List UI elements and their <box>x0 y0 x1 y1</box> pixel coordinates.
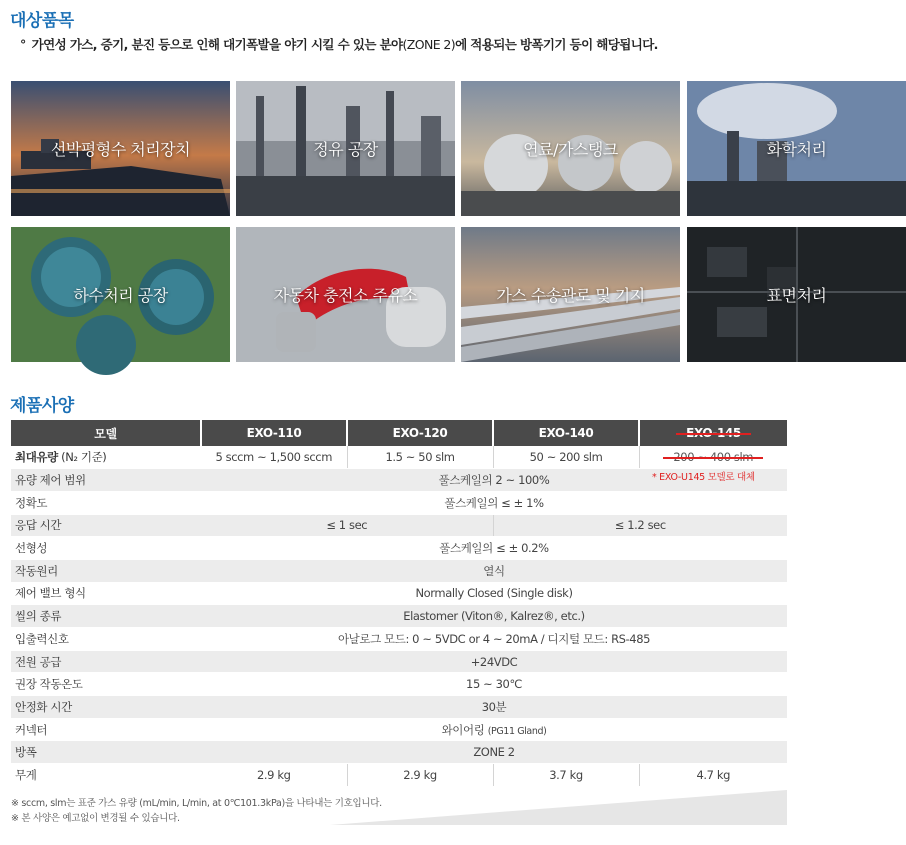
intro-bold: 가연성 가스, 증기, 분진 등으로 인해 대기폭발을 야기 시킬 수 있는 분야 <box>31 37 403 52</box>
row-label: 전원 공급 <box>11 650 201 673</box>
section-title-spec: 제품사양 <box>10 396 74 416</box>
tile-label: 하수처리 공장 <box>73 286 168 305</box>
header-exo-145 <box>639 420 787 446</box>
tile-label: 화학처리 <box>766 140 827 159</box>
footer-note-1: ※ sccm, slm는 표준 가스 유량 (mL/min, L/min, at 0℃101.3kPa)을 나타내는 기호입니다. <box>11 798 382 809</box>
cell-value: 4.7 kg <box>639 764 787 787</box>
header-exo-145-text: EXO-145 <box>686 426 741 440</box>
table-row <box>11 537 787 560</box>
cell-value: 아날로그 모드: 0 ~ 5VDC or 4 ~ 20mA / 디지털 모드: RS-485 <box>201 628 787 651</box>
table-row <box>11 650 787 673</box>
cell-value: Normally Closed (Single disk) <box>201 582 787 605</box>
row-label: 권장 작동온도 <box>11 673 201 696</box>
cell-value: ZONE 2 <box>201 741 787 764</box>
row-label: 작동원리 <box>11 559 201 582</box>
row-label: 무게 <box>11 764 201 787</box>
table-row-weight <box>11 764 787 787</box>
max-flow-exo-145: 200 ~ 400 slm <box>673 450 754 465</box>
cell-value: 1.5 ~ 50 slm <box>347 446 493 469</box>
tile-label: 자동차 충전소 주유소 <box>273 286 418 305</box>
footer-note-2: ※ 본 사양은 예고없이 변경될 수 있습니다. <box>11 813 180 824</box>
row-label: 정확도 <box>11 491 201 514</box>
intro-plain: (ZONE 2) <box>402 37 456 52</box>
header-model: 모델 <box>11 420 201 446</box>
table-row <box>11 605 787 628</box>
application-grid <box>11 81 827 363</box>
row-label: 선형성 <box>11 537 201 560</box>
cell-value: 열식 <box>201 559 787 582</box>
row-label: 입출력신호 <box>11 628 201 651</box>
tile-chemical <box>687 81 906 216</box>
intro-bullet: ° <box>20 37 26 52</box>
header-exo-140: EXO-140 <box>493 420 639 446</box>
max-flow-label: 최대유량 <box>15 450 58 465</box>
row-label: 방폭 <box>11 741 201 764</box>
tile-fuel-station <box>236 227 455 362</box>
tile-surface-treatment <box>687 227 906 362</box>
cell-value: 풀스케일의 ≤ ± 1% <box>201 491 787 514</box>
max-flow-unit: (N₂ 기준) <box>61 450 107 465</box>
table-row <box>11 582 787 605</box>
table-row-connector <box>11 718 787 741</box>
section-title-target-products: 대상품목 <box>10 11 74 31</box>
cell-value: 5 sccm ~ 1,500 sccm <box>201 446 347 469</box>
header-exo-120: EXO-120 <box>347 420 493 446</box>
row-label: 유량 제어 범위 <box>11 469 201 492</box>
tile-pipeline <box>461 227 680 362</box>
tile-label: 선박평형수 처리장치 <box>50 140 191 159</box>
table-row-max-flow <box>11 446 787 469</box>
row-label: 제어 밸브 형식 <box>11 582 201 605</box>
tile-label: 가스 수송관로 및 기지 <box>496 286 645 305</box>
cell-value <box>639 446 787 469</box>
tile-gas-tank <box>461 81 680 216</box>
intro-text <box>20 35 658 53</box>
row-label: 응답 시간 <box>11 514 201 537</box>
row-label: 안정화 시간 <box>11 696 201 719</box>
table-row <box>11 673 787 696</box>
table-row <box>11 696 787 719</box>
tile-ship <box>11 81 230 216</box>
connector-sub: (PG11 Gland) <box>487 725 547 737</box>
header-exo-110: EXO-110 <box>201 420 347 446</box>
cell-value: 3.7 kg <box>493 764 639 787</box>
table-row <box>11 559 787 582</box>
cell-value: 풀스케일의 2 ~ 100% <box>201 469 787 492</box>
row-label: 씰의 종류 <box>11 605 201 628</box>
connector-main: 와이어링 <box>441 722 485 737</box>
row-label <box>11 446 201 469</box>
table-row <box>11 628 787 651</box>
replacement-note: * EXO-U145 모델로 대체 <box>652 472 755 483</box>
tile-label: 연료/가스탱크 <box>523 140 618 159</box>
row-label: 커넥터 <box>11 718 201 741</box>
cell-value: 2.9 kg <box>347 764 493 787</box>
table-header-row <box>11 420 787 446</box>
cell-value: 50 ~ 200 slm <box>493 446 639 469</box>
tile-label: 표면처리 <box>766 286 827 305</box>
cell-value <box>201 718 787 741</box>
cell-value: ≤ 1 sec <box>201 514 493 537</box>
cell-value: +24VDC <box>201 650 787 673</box>
table-row <box>11 491 787 514</box>
tile-sewage <box>11 227 230 362</box>
footer-notes <box>11 796 382 826</box>
cell-value: Elastomer (Viton®, Kalrez®, etc.) <box>201 605 787 628</box>
cell-value: 30분 <box>201 696 787 719</box>
table-row-explosion <box>11 741 787 764</box>
cell-value: ≤ 1.2 sec <box>493 514 787 537</box>
cell-value: 2.9 kg <box>201 764 347 787</box>
tile-label: 정유 공장 <box>313 140 378 159</box>
intro-bold-end: 에 적용되는 방폭기기 등이 해당됩니다. <box>455 37 658 52</box>
cell-value: 풀스케일의 ≤ ± 0.2% <box>201 537 787 560</box>
cell-value: 15 ~ 30℃ <box>201 673 787 696</box>
table-row-response <box>11 514 787 537</box>
tile-refinery <box>236 81 455 216</box>
